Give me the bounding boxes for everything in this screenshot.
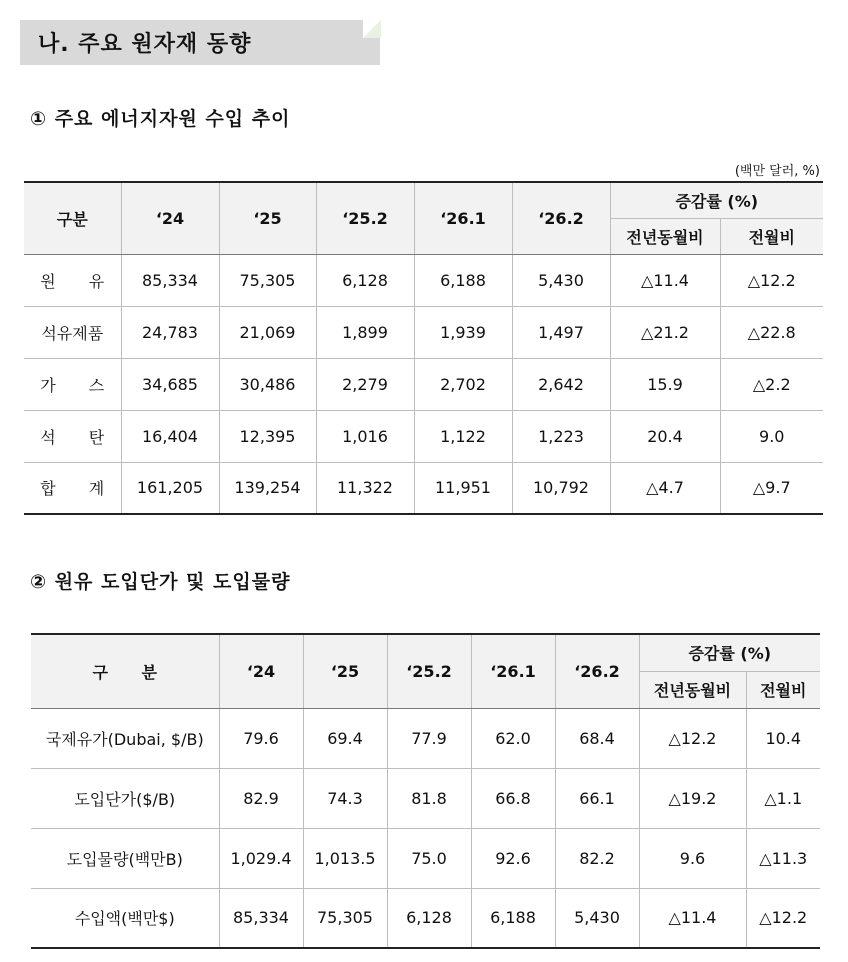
table-cell: 1,223 xyxy=(512,410,610,462)
table-cell: 34,685 xyxy=(121,358,219,410)
row-label: 석유제품 xyxy=(24,306,121,358)
energy-import-table xyxy=(24,181,823,515)
table1-header-year: ‘25.2 xyxy=(316,182,414,254)
table-cell: 1,899 xyxy=(316,306,414,358)
table-cell: 69.4 xyxy=(303,708,387,768)
table-row xyxy=(24,358,823,410)
table-cell: 1,029.4 xyxy=(219,828,303,888)
table-cell: 75,305 xyxy=(219,254,316,306)
table2-header-year: ‘26.1 xyxy=(471,634,555,708)
table-cell: △1.1 xyxy=(746,768,820,828)
table1-header-change-group: 증감률 (%) xyxy=(610,182,823,218)
table1-header-change-yoy: 전년동월비 xyxy=(610,218,720,254)
table-cell: 1,013.5 xyxy=(303,828,387,888)
table-cell: 2,279 xyxy=(316,358,414,410)
table-cell: △12.2 xyxy=(746,888,820,948)
table-cell: 62.0 xyxy=(471,708,555,768)
table-cell: 9.6 xyxy=(639,828,746,888)
table-cell: 79.6 xyxy=(219,708,303,768)
table-cell: △12.2 xyxy=(639,708,746,768)
table-cell: 6,128 xyxy=(316,254,414,306)
table-cell: 85,334 xyxy=(121,254,219,306)
table2-header-category: 구 분 xyxy=(31,634,219,708)
table-cell: 2,642 xyxy=(512,358,610,410)
table-cell: 15.9 xyxy=(610,358,720,410)
table1-header-year: ‘25 xyxy=(219,182,316,254)
row-label: 석 탄 xyxy=(24,410,121,462)
row-label: 합 계 xyxy=(24,462,121,514)
table-cell: △4.7 xyxy=(610,462,720,514)
table-row xyxy=(31,828,820,888)
table-cell: △22.8 xyxy=(720,306,823,358)
row-label: 도입물량(백만B) xyxy=(31,828,219,888)
table-cell: 6,188 xyxy=(414,254,512,306)
table-cell: 74.3 xyxy=(303,768,387,828)
table2-header-change-yoy: 전년동월비 xyxy=(639,671,746,708)
table-cell: 66.8 xyxy=(471,768,555,828)
table-row xyxy=(24,410,823,462)
table-cell: 21,069 xyxy=(219,306,316,358)
table-row xyxy=(24,254,823,306)
table-cell: 139,254 xyxy=(219,462,316,514)
table-cell: △21.2 xyxy=(610,306,720,358)
table2-header-year: ‘24 xyxy=(219,634,303,708)
table-cell: 1,016 xyxy=(316,410,414,462)
row-label: 원 유 xyxy=(24,254,121,306)
table-cell: 82.2 xyxy=(555,828,639,888)
table-cell: 11,322 xyxy=(316,462,414,514)
table-cell: 9.0 xyxy=(720,410,823,462)
table1-heading: ① 주요 에너지자원 수입 추이 xyxy=(30,108,291,130)
table2-header-year: ‘25.2 xyxy=(387,634,471,708)
page-fold-corner-icon xyxy=(363,20,381,38)
table-cell: 20.4 xyxy=(610,410,720,462)
table-cell: 2,702 xyxy=(414,358,512,410)
table2-header-change-group: 증감률 (%) xyxy=(639,634,820,671)
table-row xyxy=(31,888,820,948)
table-cell: △12.2 xyxy=(720,254,823,306)
row-label: 국제유가(Dubai, $/B) xyxy=(31,708,219,768)
table-cell: △11.3 xyxy=(746,828,820,888)
table-row xyxy=(24,306,823,358)
table-row xyxy=(24,462,823,514)
table1-header-year: ‘24 xyxy=(121,182,219,254)
table-row xyxy=(31,768,820,828)
table-cell: 10,792 xyxy=(512,462,610,514)
table-cell: 12,395 xyxy=(219,410,316,462)
row-label: 도입단가($/B) xyxy=(31,768,219,828)
table1-header-category: 구분 xyxy=(24,182,121,254)
table-cell: △2.2 xyxy=(720,358,823,410)
table-cell: 1,122 xyxy=(414,410,512,462)
table-cell: 66.1 xyxy=(555,768,639,828)
table-cell: 1,497 xyxy=(512,306,610,358)
table-cell: 6,128 xyxy=(387,888,471,948)
table2-header-change-mom: 전월비 xyxy=(746,671,820,708)
table-cell: 6,188 xyxy=(471,888,555,948)
table-cell: 75.0 xyxy=(387,828,471,888)
section-title-text: 나. 주요 원자재 동향 xyxy=(38,32,252,57)
table-cell: △19.2 xyxy=(639,768,746,828)
table2-header-year: ‘25 xyxy=(303,634,387,708)
table-cell: 81.8 xyxy=(387,768,471,828)
table-cell: 5,430 xyxy=(512,254,610,306)
table-cell: 85,334 xyxy=(219,888,303,948)
table1-unit-note: (백만 달러, %) xyxy=(734,164,820,179)
table-cell: 161,205 xyxy=(121,462,219,514)
table-cell: 16,404 xyxy=(121,410,219,462)
row-label: 수입액(백만$) xyxy=(31,888,219,948)
table-cell: 77.9 xyxy=(387,708,471,768)
table-cell: 11,951 xyxy=(414,462,512,514)
table-cell: 1,939 xyxy=(414,306,512,358)
table-cell: 68.4 xyxy=(555,708,639,768)
table-cell: 82.9 xyxy=(219,768,303,828)
table-cell: △9.7 xyxy=(720,462,823,514)
table-cell: △11.4 xyxy=(610,254,720,306)
table-cell: 75,305 xyxy=(303,888,387,948)
table-row xyxy=(31,708,820,768)
table1-header-year: ‘26.2 xyxy=(512,182,610,254)
table-cell: 5,430 xyxy=(555,888,639,948)
row-label: 가 스 xyxy=(24,358,121,410)
table-cell: △11.4 xyxy=(639,888,746,948)
section-title xyxy=(20,20,380,65)
table2-header-year: ‘26.2 xyxy=(555,634,639,708)
table1-header-change-mom: 전월비 xyxy=(720,218,823,254)
crude-oil-table xyxy=(31,633,820,949)
table1-header-year: ‘26.1 xyxy=(414,182,512,254)
table-cell: 92.6 xyxy=(471,828,555,888)
table-cell: 10.4 xyxy=(746,708,820,768)
table-cell: 24,783 xyxy=(121,306,219,358)
table-cell: 30,486 xyxy=(219,358,316,410)
table2-heading: ② 원유 도입단가 및 도입물량 xyxy=(30,571,291,593)
